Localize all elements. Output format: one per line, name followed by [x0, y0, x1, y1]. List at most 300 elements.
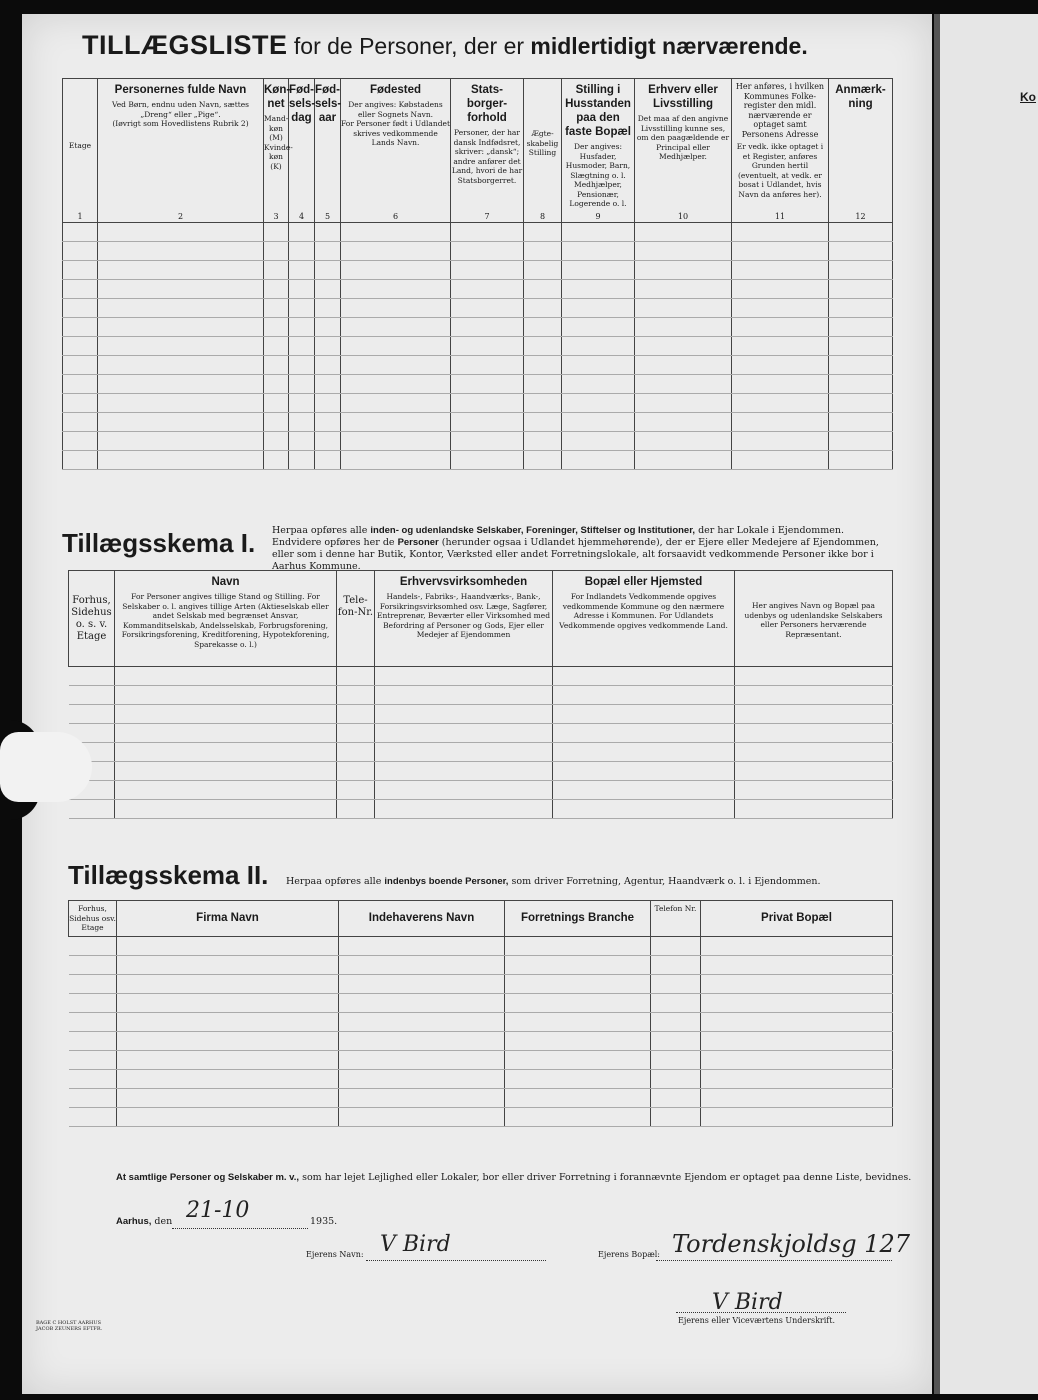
- t1-cell[interactable]: [264, 356, 289, 375]
- schema2-cell[interactable]: [339, 956, 505, 975]
- t1-cell[interactable]: [732, 394, 829, 413]
- t1-cell[interactable]: [524, 375, 562, 394]
- schema2-cell[interactable]: [651, 975, 701, 994]
- schema2-cell[interactable]: [69, 994, 117, 1013]
- t1-cell[interactable]: [451, 394, 524, 413]
- schema2-cell[interactable]: [651, 1089, 701, 1108]
- schema1-cell[interactable]: [69, 800, 115, 819]
- t1-cell[interactable]: [341, 318, 451, 337]
- t1-cell[interactable]: [341, 451, 451, 470]
- t1-cell[interactable]: [98, 261, 264, 280]
- t1-cell[interactable]: [98, 356, 264, 375]
- t1-cell[interactable]: [451, 337, 524, 356]
- t1-cell[interactable]: [289, 356, 315, 375]
- schema1-intro-f: (herunder ogsaa i Udlandet hjemmehørende), der er Ejere eller Medejere af Ejendommen, eller som i denne har Butik, Kontor, Værksted eller andet Forretningslokale, alt forsaavidt vedkommende Personer ikke bor i Aarhus Kommune.: [272, 537, 879, 572]
- schema2-cell[interactable]: [339, 1013, 505, 1032]
- schema2-cell[interactable]: [117, 994, 339, 1013]
- t1-cell[interactable]: [524, 394, 562, 413]
- schema2-cell[interactable]: [117, 1032, 339, 1051]
- t1-cell[interactable]: [635, 318, 732, 337]
- schema2-cell[interactable]: [339, 1108, 505, 1127]
- schema1-cell[interactable]: [553, 667, 735, 686]
- t1-header-cell: [451, 79, 524, 223]
- handwritten-signature: V Bird: [712, 1290, 783, 1315]
- t1-cell[interactable]: [562, 394, 635, 413]
- schema1-cell[interactable]: [553, 762, 735, 781]
- schema2-cell[interactable]: [339, 1089, 505, 1108]
- schema2-header-cell: [69, 901, 117, 937]
- t1-cell[interactable]: [289, 299, 315, 318]
- t1-cell[interactable]: [635, 451, 732, 470]
- t1-column-number: 1: [77, 212, 83, 221]
- t1-cell[interactable]: [635, 337, 732, 356]
- t1-header-cell: [264, 79, 293, 223]
- schema2-cell[interactable]: [505, 1108, 651, 1127]
- t1-cell[interactable]: [829, 394, 893, 413]
- t1-cell[interactable]: [341, 223, 451, 242]
- schema2-cell[interactable]: [117, 1013, 339, 1032]
- t1-cell[interactable]: [264, 223, 289, 242]
- t1-cell[interactable]: [98, 413, 264, 432]
- schema1-header-desc: Forhus, Sidehus o. s. v. Etage: [71, 595, 112, 642]
- t1-cell[interactable]: [829, 223, 893, 242]
- schema1-title: Tillægsskema I.: [62, 528, 256, 558]
- schema1-cell[interactable]: [115, 724, 337, 743]
- t1-cell[interactable]: [289, 432, 315, 451]
- schema2-cell[interactable]: [701, 1070, 893, 1089]
- t1-cell[interactable]: [63, 223, 98, 242]
- t1-header-title: Erhverv eller Livsstilling: [648, 84, 718, 110]
- schema2-cell[interactable]: [117, 1108, 339, 1127]
- t1-header-title: Stilling i Husstanden paa den faste Bopæl: [565, 84, 631, 138]
- schema1-cell[interactable]: [553, 781, 735, 800]
- owner-name-line: [366, 1260, 546, 1261]
- t1-cell[interactable]: [98, 432, 264, 451]
- t1-cell[interactable]: [635, 356, 732, 375]
- t1-cell[interactable]: [829, 280, 893, 299]
- schema1-cell[interactable]: [735, 667, 893, 686]
- t1-cell[interactable]: [341, 280, 451, 299]
- t1-cell[interactable]: [524, 318, 562, 337]
- schema2-cell[interactable]: [651, 937, 701, 956]
- t1-cell[interactable]: [524, 413, 562, 432]
- schema2-header-title: Firma Navn: [196, 912, 259, 924]
- t1-cell[interactable]: [451, 413, 524, 432]
- schema2-cell[interactable]: [505, 1032, 651, 1051]
- schema2-cell[interactable]: [505, 975, 651, 994]
- t1-cell[interactable]: [829, 413, 893, 432]
- schema2-cell[interactable]: [69, 1089, 117, 1108]
- t1-cell[interactable]: [341, 432, 451, 451]
- t1-cell[interactable]: [829, 432, 893, 451]
- schema2-cell[interactable]: [69, 1070, 117, 1089]
- t1-cell[interactable]: [341, 299, 451, 318]
- schema2-cell[interactable]: [505, 956, 651, 975]
- schema1-cell[interactable]: [375, 724, 553, 743]
- t1-cell[interactable]: [829, 375, 893, 394]
- t1-cell[interactable]: [264, 261, 289, 280]
- t1-cell[interactable]: [451, 299, 524, 318]
- t1-cell[interactable]: [289, 318, 315, 337]
- t1-cell[interactable]: [635, 432, 732, 451]
- t1-cell[interactable]: [289, 261, 315, 280]
- t1-cell[interactable]: [98, 394, 264, 413]
- t1-cell[interactable]: [635, 223, 732, 242]
- t1-cell[interactable]: [562, 451, 635, 470]
- schema2-cell[interactable]: [651, 1108, 701, 1127]
- t1-cell[interactable]: [315, 356, 341, 375]
- t1-cell[interactable]: [289, 242, 315, 261]
- schema2-cell[interactable]: [117, 1051, 339, 1070]
- schema1-cell[interactable]: [69, 686, 115, 705]
- schema2-cell[interactable]: [701, 1051, 893, 1070]
- t1-cell[interactable]: [451, 451, 524, 470]
- t1-cell[interactable]: [264, 432, 289, 451]
- schema2-cell[interactable]: [651, 956, 701, 975]
- schema1-cell[interactable]: [375, 686, 553, 705]
- schema1-cell[interactable]: [375, 781, 553, 800]
- schema2-cell[interactable]: [651, 1070, 701, 1089]
- schema1-header-cell: [553, 571, 735, 667]
- t1-cell[interactable]: [98, 223, 264, 242]
- t1-cell[interactable]: [315, 261, 341, 280]
- t1-cell[interactable]: [829, 299, 893, 318]
- schema1-cell[interactable]: [735, 800, 893, 819]
- schema1-cell[interactable]: [115, 705, 337, 724]
- t1-cell[interactable]: [524, 242, 562, 261]
- t1-cell[interactable]: [732, 413, 829, 432]
- t1-cell[interactable]: [524, 432, 562, 451]
- t1-cell[interactable]: [635, 242, 732, 261]
- t1-cell[interactable]: [341, 375, 451, 394]
- t1-cell[interactable]: [732, 280, 829, 299]
- t1-cell[interactable]: [732, 318, 829, 337]
- t1-row: [63, 451, 893, 470]
- t1-cell[interactable]: [315, 242, 341, 261]
- t1-cell[interactable]: [63, 242, 98, 261]
- schema2-cell[interactable]: [505, 1089, 651, 1108]
- schema1-cell[interactable]: [375, 743, 553, 762]
- schema1-cell[interactable]: [735, 762, 893, 781]
- t1-cell[interactable]: [98, 451, 264, 470]
- schema1-cell[interactable]: [553, 800, 735, 819]
- t1-cell[interactable]: [315, 299, 341, 318]
- schema2-cell[interactable]: [651, 1051, 701, 1070]
- t1-cell[interactable]: [732, 261, 829, 280]
- schema2-cell[interactable]: [651, 994, 701, 1013]
- t1-cell[interactable]: [315, 337, 341, 356]
- t1-cell[interactable]: [264, 394, 289, 413]
- t1-cell[interactable]: [264, 242, 289, 261]
- t1-column-number: 7: [484, 212, 490, 221]
- t1-cell[interactable]: [829, 318, 893, 337]
- t1-cell[interactable]: [63, 432, 98, 451]
- t1-cell[interactable]: [315, 451, 341, 470]
- t1-cell[interactable]: [264, 375, 289, 394]
- schema1-header-desc: Handels-, Fabriks-, Haandværks-, Bank-, Forsikringsvirksomhed osv. Læge, Sagfører, Entreprenør, Beværter eller Virksomhed med Befordring af Personer og Gods, Ejer eller Medejer af Ejendommen: [376, 592, 551, 639]
- t1-cell[interactable]: [315, 432, 341, 451]
- t1-cell[interactable]: [635, 280, 732, 299]
- schema2-cell[interactable]: [69, 1032, 117, 1051]
- t1-column-number: 10: [677, 212, 689, 221]
- t1-cell[interactable]: [562, 375, 635, 394]
- t1-cell[interactable]: [635, 413, 732, 432]
- t1-cell[interactable]: [562, 318, 635, 337]
- schema2-header-cell: [339, 901, 505, 937]
- t1-cell[interactable]: [562, 299, 635, 318]
- schema2-cell[interactable]: [505, 937, 651, 956]
- schema2-cell[interactable]: [701, 1108, 893, 1127]
- t1-cell[interactable]: [264, 413, 289, 432]
- schema2-row: [69, 975, 893, 994]
- t1-cell[interactable]: [451, 375, 524, 394]
- t1-cell[interactable]: [732, 299, 829, 318]
- schema2-cell[interactable]: [117, 937, 339, 956]
- t1-cell[interactable]: [63, 261, 98, 280]
- t1-cell[interactable]: [264, 318, 289, 337]
- schema2-cell[interactable]: [69, 937, 117, 956]
- t1-header-cell: [732, 79, 829, 223]
- schema2-cell[interactable]: [117, 1089, 339, 1108]
- t1-cell[interactable]: [63, 337, 98, 356]
- t1-cell[interactable]: [289, 413, 315, 432]
- schema2-row: [69, 1108, 893, 1127]
- t1-cell[interactable]: [63, 299, 98, 318]
- schema1-cell[interactable]: [553, 705, 735, 724]
- schema2-cell[interactable]: [339, 975, 505, 994]
- t1-cell[interactable]: [562, 356, 635, 375]
- schema2-cell[interactable]: [117, 1070, 339, 1089]
- schema1-cell[interactable]: [337, 800, 375, 819]
- t1-cell[interactable]: [451, 432, 524, 451]
- thumb-nail: [0, 732, 92, 802]
- t1-cell[interactable]: [829, 242, 893, 261]
- t1-cell[interactable]: [562, 223, 635, 242]
- t1-cell[interactable]: [341, 337, 451, 356]
- t1-cell[interactable]: [829, 356, 893, 375]
- t1-cell[interactable]: [63, 451, 98, 470]
- schema1-cell[interactable]: [735, 705, 893, 724]
- schema1-cell[interactable]: [735, 724, 893, 743]
- schema2-cell[interactable]: [505, 994, 651, 1013]
- schema2-cell[interactable]: [701, 994, 893, 1013]
- t1-cell[interactable]: [98, 337, 264, 356]
- t1-cell[interactable]: [451, 280, 524, 299]
- schema1-row: [69, 705, 893, 724]
- t1-cell[interactable]: [98, 242, 264, 261]
- t1-cell[interactable]: [341, 394, 451, 413]
- schema2-row: [69, 994, 893, 1013]
- t1-cell[interactable]: [562, 432, 635, 451]
- t1-cell[interactable]: [341, 413, 451, 432]
- t1-cell[interactable]: [315, 413, 341, 432]
- schema2-cell[interactable]: [505, 1070, 651, 1089]
- tillaegsliste-table: [62, 78, 893, 470]
- schema1-cell[interactable]: [375, 667, 553, 686]
- t1-cell[interactable]: [98, 375, 264, 394]
- schema1-cell[interactable]: [375, 800, 553, 819]
- schema2-cell[interactable]: [701, 1013, 893, 1032]
- schema1-header-cell: [115, 571, 337, 667]
- t1-cell[interactable]: [63, 280, 98, 299]
- schema2-cell[interactable]: [651, 1013, 701, 1032]
- schema2-row: [69, 1070, 893, 1089]
- schema1-cell[interactable]: [115, 686, 337, 705]
- schema2-cell[interactable]: [505, 1051, 651, 1070]
- schema2-cell[interactable]: [117, 956, 339, 975]
- t1-cell[interactable]: [63, 394, 98, 413]
- schema2-cell[interactable]: [69, 975, 117, 994]
- schema2-cell[interactable]: [505, 1013, 651, 1032]
- schema2-cell[interactable]: [69, 1051, 117, 1070]
- t1-column-number: 4: [298, 212, 305, 221]
- schema1-cell[interactable]: [115, 762, 337, 781]
- schema1-cell[interactable]: [337, 724, 375, 743]
- schema2-cell[interactable]: [69, 1108, 117, 1127]
- t1-cell[interactable]: [524, 337, 562, 356]
- schema1-cell[interactable]: [553, 686, 735, 705]
- t1-cell[interactable]: [732, 451, 829, 470]
- t1-header-desc: Er vedk. ikke optaget i et Register, anføres Grunden hertil (eventuelt, at vedk. er bosat i Udlandet, hvis Navn da anføres her).: [736, 142, 824, 199]
- declaration: [116, 1172, 911, 1183]
- schema1-cell[interactable]: [337, 762, 375, 781]
- schema1-cell[interactable]: [735, 686, 893, 705]
- t1-cell[interactable]: [315, 375, 341, 394]
- t1-cell[interactable]: [732, 223, 829, 242]
- schema1-cell[interactable]: [375, 705, 553, 724]
- t1-cell[interactable]: [562, 337, 635, 356]
- schema1-cell[interactable]: [115, 800, 337, 819]
- t1-cell[interactable]: [315, 280, 341, 299]
- t1-cell[interactable]: [524, 223, 562, 242]
- t1-cell[interactable]: [315, 394, 341, 413]
- t1-cell[interactable]: [289, 280, 315, 299]
- schema1-cell[interactable]: [115, 781, 337, 800]
- t1-cell[interactable]: [98, 280, 264, 299]
- t1-header-title: Her anføres, i hvilken Kommunes Folke-register den midl. nærværende er optaget samt Personens Adresse: [735, 82, 825, 139]
- schema1-cell[interactable]: [337, 743, 375, 762]
- t1-cell[interactable]: [341, 356, 451, 375]
- t1-column-number: 11: [774, 212, 786, 221]
- t1-row: [63, 394, 893, 413]
- t1-cell[interactable]: [732, 242, 829, 261]
- schema1-cell[interactable]: [337, 667, 375, 686]
- t1-cell[interactable]: [264, 451, 289, 470]
- t1-cell[interactable]: [732, 432, 829, 451]
- schema1-cell[interactable]: [115, 743, 337, 762]
- schema1-cell[interactable]: [69, 705, 115, 724]
- t1-cell[interactable]: [63, 375, 98, 394]
- schema1-intro-b: inden- og udenlandske Selskaber, Foreninger, Stiftelser og Institutioner,: [370, 525, 696, 536]
- t1-cell[interactable]: [451, 223, 524, 242]
- t1-cell[interactable]: [829, 337, 893, 356]
- t1-header-desc: Der angives: Købstadens eller Sognets Navn. For Personer født i Udlandet skrives vedkommende Lands Navn.: [341, 100, 450, 147]
- t1-cell[interactable]: [289, 337, 315, 356]
- t1-cell[interactable]: [635, 299, 732, 318]
- t1-cell[interactable]: [732, 356, 829, 375]
- schema2-cell[interactable]: [339, 994, 505, 1013]
- t1-cell[interactable]: [829, 261, 893, 280]
- schema2-cell[interactable]: [339, 1032, 505, 1051]
- t1-cell[interactable]: [98, 318, 264, 337]
- schema1-cell[interactable]: [735, 781, 893, 800]
- t1-cell[interactable]: [732, 375, 829, 394]
- schema2-cell[interactable]: [339, 937, 505, 956]
- schema1-cell[interactable]: [375, 762, 553, 781]
- schema1-cell[interactable]: [553, 743, 735, 762]
- schema1-cell[interactable]: [337, 705, 375, 724]
- t1-cell[interactable]: [562, 280, 635, 299]
- schema2-cell[interactable]: [69, 1013, 117, 1032]
- t1-cell[interactable]: [264, 299, 289, 318]
- schema2-cell[interactable]: [69, 956, 117, 975]
- t1-header-title: Etage: [68, 141, 92, 150]
- t1-cell[interactable]: [315, 223, 341, 242]
- t1-cell[interactable]: [635, 375, 732, 394]
- t1-cell[interactable]: [635, 394, 732, 413]
- t1-cell[interactable]: [451, 356, 524, 375]
- schema1-row: [69, 724, 893, 743]
- schema2-cell[interactable]: [701, 956, 893, 975]
- schema2-cell[interactable]: [701, 937, 893, 956]
- t1-cell[interactable]: [562, 413, 635, 432]
- schema1-header-desc: Tele-fon-Nr.: [337, 595, 374, 618]
- t1-cell[interactable]: [264, 280, 289, 299]
- schema1-cell[interactable]: [337, 686, 375, 705]
- t1-cell[interactable]: [63, 413, 98, 432]
- t1-cell[interactable]: [562, 261, 635, 280]
- schema1-cell[interactable]: [115, 667, 337, 686]
- schema1-cell[interactable]: [69, 667, 115, 686]
- t1-cell[interactable]: [524, 261, 562, 280]
- schema1-cell[interactable]: [735, 743, 893, 762]
- t1-cell[interactable]: [635, 261, 732, 280]
- t1-cell[interactable]: [524, 299, 562, 318]
- schema1-row: [69, 667, 893, 686]
- schema2-cell[interactable]: [701, 975, 893, 994]
- schema2-cell[interactable]: [701, 1089, 893, 1108]
- t1-cell[interactable]: [289, 394, 315, 413]
- schema2-cell[interactable]: [701, 1032, 893, 1051]
- t1-cell[interactable]: [451, 261, 524, 280]
- t1-cell[interactable]: [562, 242, 635, 261]
- schema2-cell[interactable]: [339, 1051, 505, 1070]
- t1-cell[interactable]: [289, 223, 315, 242]
- t1-cell[interactable]: [829, 451, 893, 470]
- t1-cell[interactable]: [524, 356, 562, 375]
- declaration-rest: som har lejet Lejlighed eller Lokaler, bor eller driver Forretning i forannævnte Ejendom er optaget paa denne Liste, bevidnes.: [302, 1172, 912, 1183]
- schema2-cell[interactable]: [339, 1070, 505, 1089]
- t1-cell[interactable]: [732, 337, 829, 356]
- t1-cell[interactable]: [289, 375, 315, 394]
- t1-cell[interactable]: [63, 318, 98, 337]
- t1-cell[interactable]: [63, 356, 98, 375]
- t1-cell[interactable]: [524, 280, 562, 299]
- t1-cell[interactable]: [315, 318, 341, 337]
- schema1-cell[interactable]: [337, 781, 375, 800]
- t1-cell[interactable]: [341, 242, 451, 261]
- schema1-cell[interactable]: [553, 724, 735, 743]
- t1-cell[interactable]: [451, 242, 524, 261]
- schema2-cell[interactable]: [117, 975, 339, 994]
- t1-cell[interactable]: [341, 261, 451, 280]
- t1-cell[interactable]: [524, 451, 562, 470]
- t1-cell[interactable]: [451, 318, 524, 337]
- t1-cell[interactable]: [289, 451, 315, 470]
- t1-cell[interactable]: [264, 337, 289, 356]
- t1-cell[interactable]: [98, 299, 264, 318]
- schema2-cell[interactable]: [651, 1032, 701, 1051]
